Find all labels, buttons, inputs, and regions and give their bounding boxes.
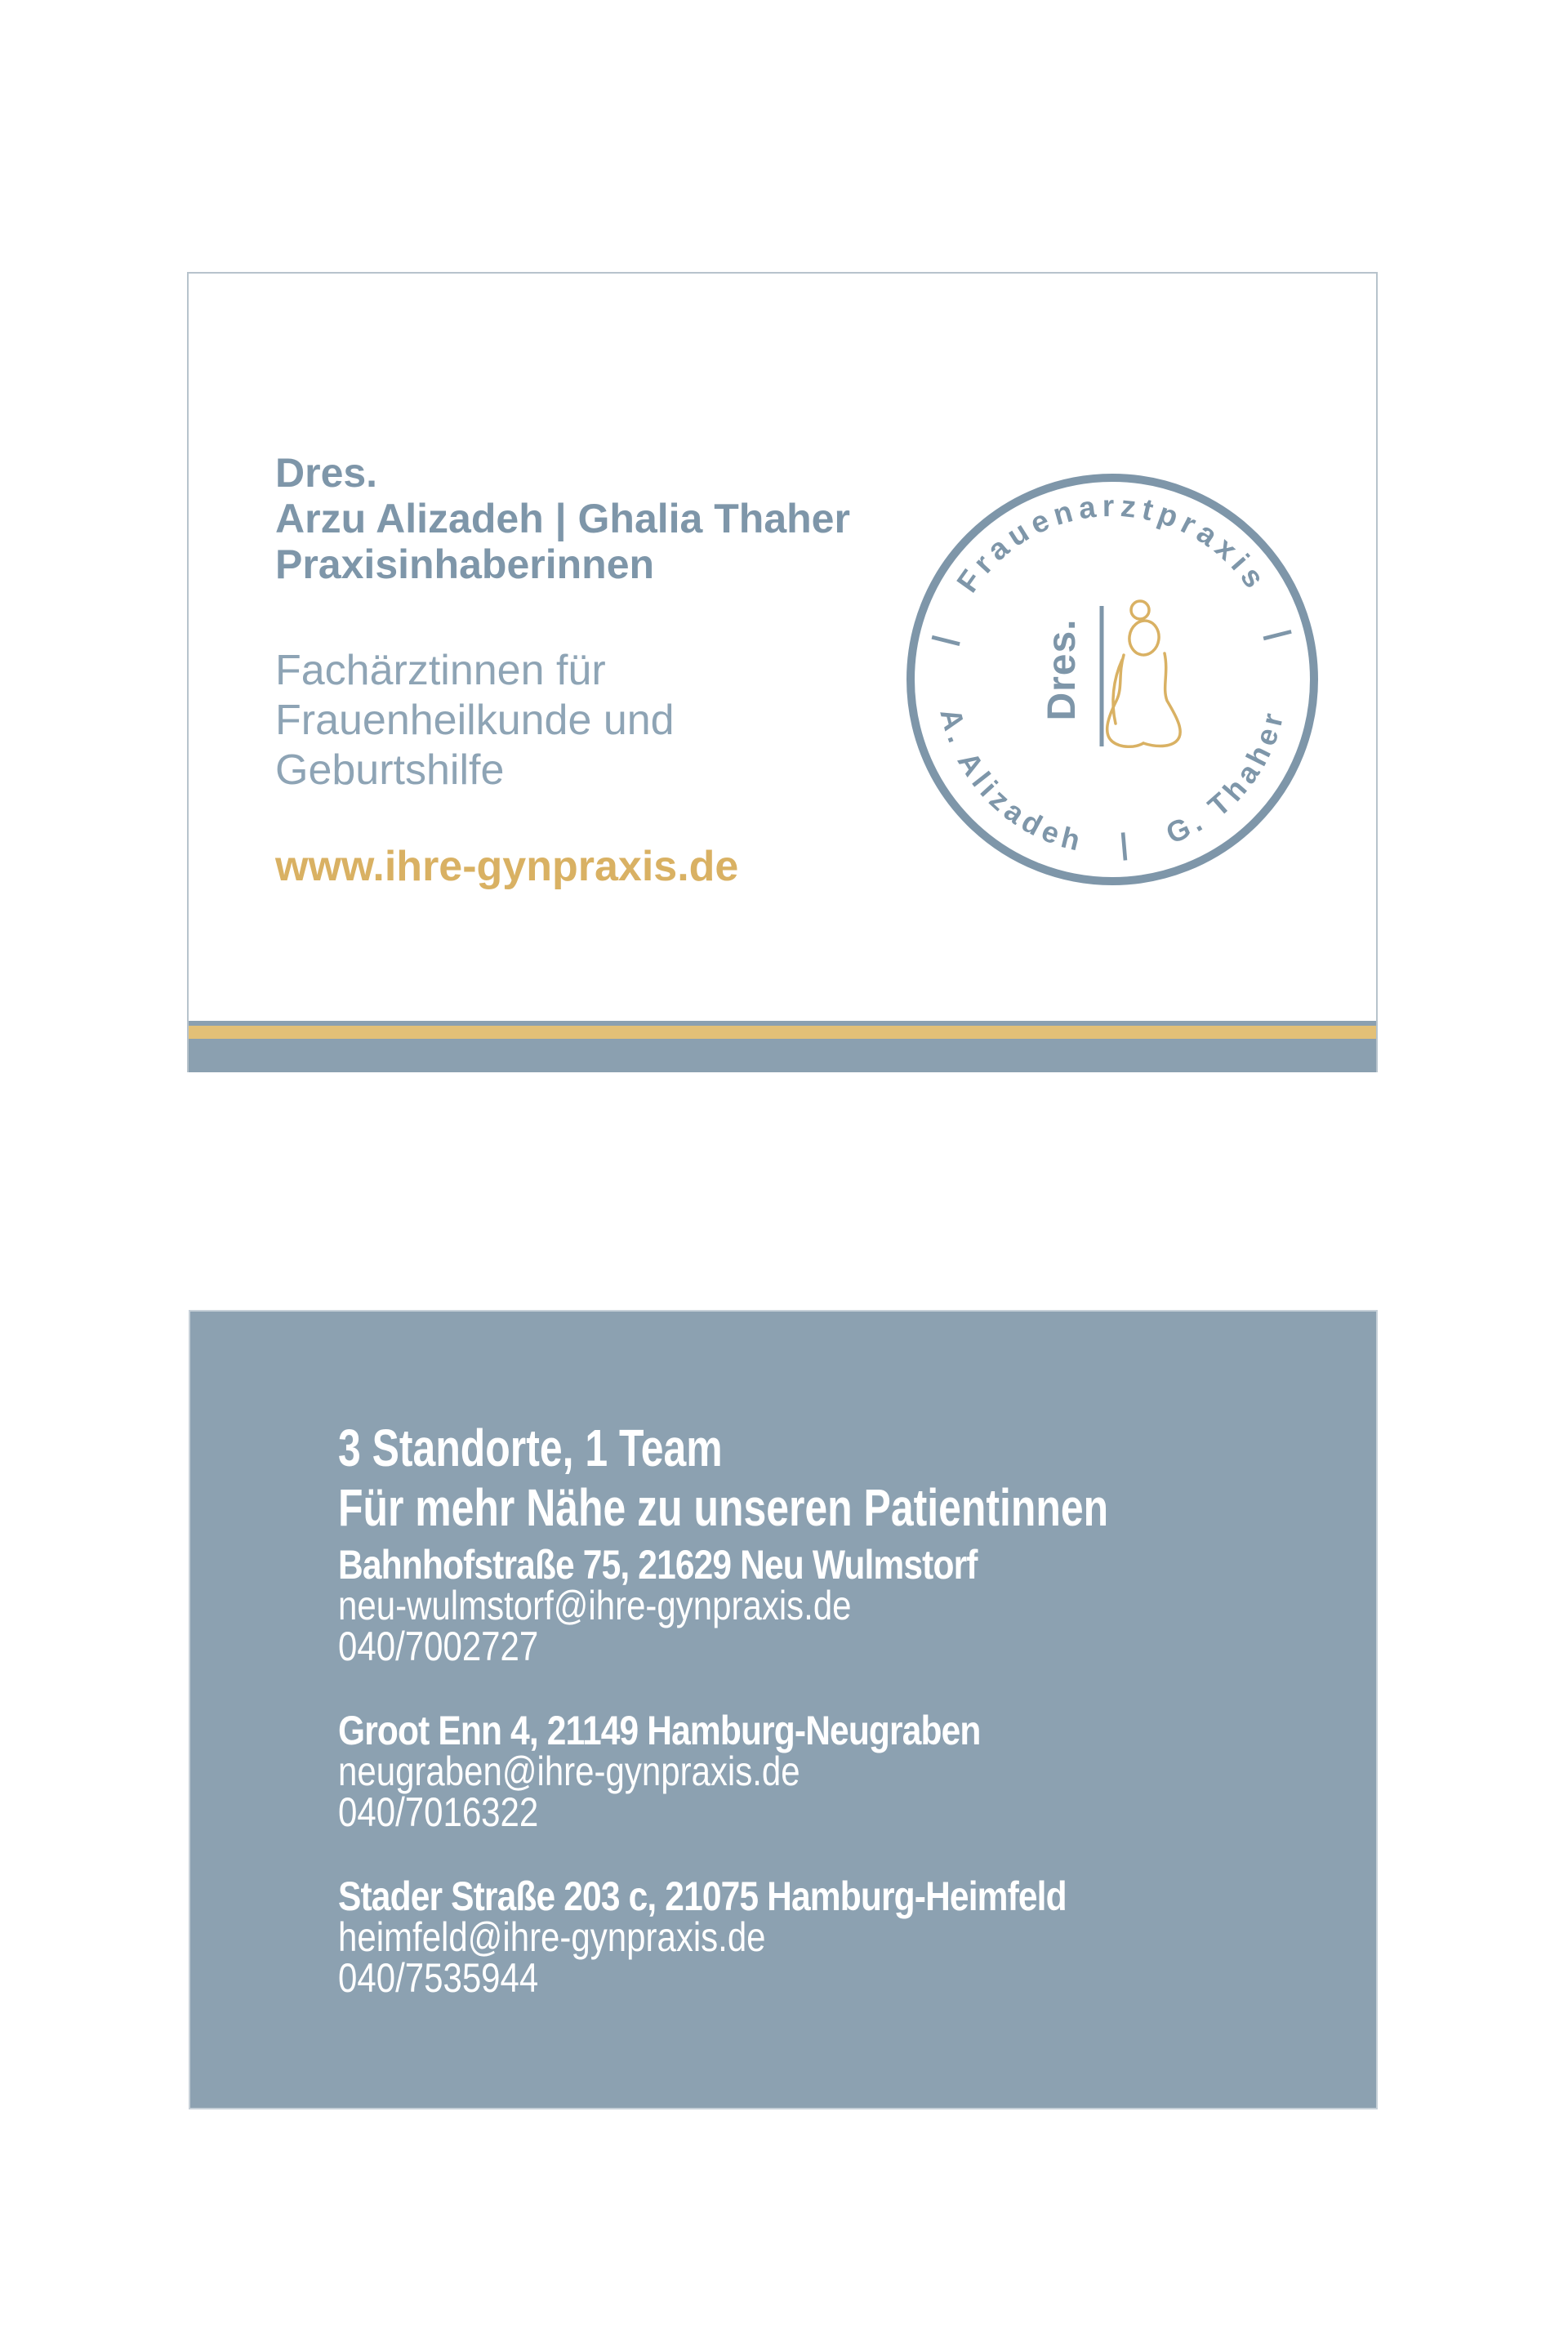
owner-role-line: Praxisinhaberinnen: [275, 541, 655, 587]
gold-stripe: [189, 1026, 1376, 1039]
stamp-ring-text-top-path: | Frauenarztpraxis |: [925, 488, 1299, 648]
business-card-front: [187, 272, 1378, 1072]
stamp-ring-text-bottom-path: A. Alizadeh | G. Thaher: [933, 704, 1291, 862]
address-line: Stader Straße 203 c, 21075 Hamburg-Heimfeld: [338, 1873, 1067, 1919]
email-line: neu-wulmstorf@ihre-gynpraxis.de: [338, 1583, 852, 1628]
owner-names-line: Arzu Alizadeh | Ghalia Thaher: [275, 496, 850, 541]
phone-line: 040/7535944: [338, 1955, 539, 2001]
headline-line: Für mehr Nähe zu unseren Patientinnen: [338, 1478, 1109, 1537]
location-group-heimfeld: [338, 1873, 1195, 2001]
specialty-line: Frauenheilkunde und: [275, 697, 675, 744]
stamp-center-text: Dres.: [1040, 618, 1084, 721]
email-line: neugraben@ihre-gynpraxis.de: [338, 1748, 800, 1794]
business-card-back: [189, 1310, 1378, 2109]
address-line: Groot Enn 4, 21149 Hamburg-Neugraben: [338, 1708, 981, 1753]
back-headline: [338, 1419, 1325, 1538]
blue-stripe: [189, 1039, 1376, 1072]
phone-line: 040/7002727: [338, 1624, 539, 1669]
owner-title-line: Dres.: [275, 450, 378, 496]
specialty-line: Fachärztinnen für: [275, 647, 606, 694]
location-group-neu-wulmstorf: [338, 1544, 1090, 1667]
headline-line: 3 Standorte, 1 Team: [338, 1419, 723, 1477]
owner-block: [275, 450, 850, 587]
bottom-stripes-divider: [189, 1021, 1376, 1072]
specialty-block: [275, 646, 675, 795]
address-line: Bahnhofstraße 75, 21629 Neu Wulmstorf: [338, 1542, 978, 1588]
specialty-line: Geburtshilfe: [275, 746, 505, 794]
email-line: heimfeld@ihre-gynpraxis.de: [338, 1914, 766, 1960]
phone-line: 040/7016322: [338, 1789, 539, 1835]
location-group-neugraben: [338, 1710, 1094, 1833]
website-url: www.ihre-gynpraxis.de: [275, 843, 739, 890]
